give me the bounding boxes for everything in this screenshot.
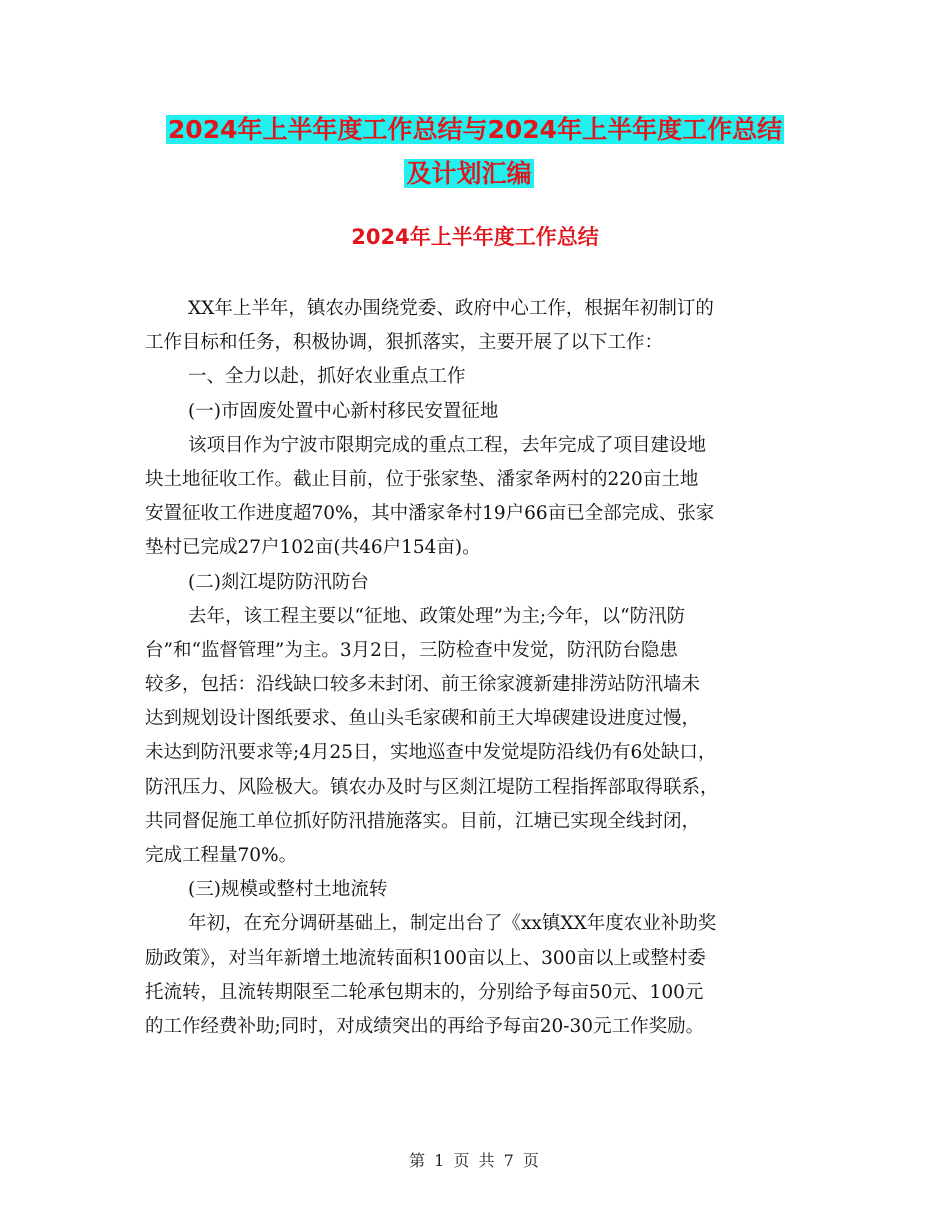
- section-title: 2024年上半年度工作总结: [351, 225, 599, 249]
- paragraph-line: XX年上半年，镇农办围绕党委、政府中心工作，根据年初制订的: [188, 298, 714, 319]
- heading-line: (二)剡江堤防防汛防台: [188, 571, 369, 593]
- paragraph-line: 台”和“监督管理”为主。3月2日，三防检查中发觉，防汛防台隐患: [145, 639, 678, 661]
- heading-line: (一)市固废处置中心新村移民安置征地: [188, 400, 499, 422]
- paragraph-line: 共同督促施工单位抓好防汛措施落实。目前，江塘已实现全线封闭，: [145, 810, 701, 832]
- paragraph-line: 励政策》，对当年新增土地流转面积100亩以上、300亩以上或整村委: [145, 947, 706, 969]
- paragraph-line: 块土地征收工作。截止目前，位于张家垫、潘家夅两村的220亩土地: [145, 468, 699, 490]
- paragraph-line: 去年，该工程主要以“征地、政策处理”为主;今年，以“防汛防: [188, 605, 686, 627]
- paragraph-line: 未达到防汛要求等;4月25日，实地巡查中发觉堤防沿线仍有6处缺口，: [145, 742, 717, 764]
- heading-line: (三)规模或整村土地流转: [188, 879, 388, 901]
- paragraph-line: 达到规划设计图纸要求、鱼山头毛家碶和前王大埠碶建设进度过慢，: [145, 708, 701, 730]
- document-title-line-2: 及计划汇编: [406, 159, 532, 188]
- paragraph-line: 该项目作为宁波市限期完成的重点工程，去年完成了项目建设地: [188, 434, 707, 456]
- paragraph-line: 的工作经费补助;同时，对成绩突出的再给予每亩20-30元工作奖励。: [145, 1015, 705, 1037]
- heading-line: 一、全力以赴，抓好农业重点工作: [188, 366, 466, 388]
- paragraph-line: 工作目标和任务，积极协调，狠抓落实，主要开展了以下工作：: [145, 332, 664, 354]
- paragraph-line: 托流转，且流转期限至二轮承包期末的，分别给予每亩50元、100元: [145, 981, 704, 1003]
- paragraph-line: 较多，包括：沿线缺口较多未封闭、前王徐家渡新建排涝站防汛墙未: [145, 674, 701, 696]
- paragraph-line: 年初，在充分调研基础上，制定出台了《xx镇XX年度农业补助奖: [188, 913, 717, 935]
- paragraph-line: 完成工程量70%。: [145, 845, 298, 866]
- paragraph-line: 垫村已完成27户102亩(共46户154亩)。: [145, 537, 481, 559]
- paragraph-line: 安置征收工作进度超70%，其中潘家夅村19户66亩已全部完成、张家: [145, 503, 715, 525]
- body-text: [145, 292, 815, 1044]
- document-title-line-1: 2024年上半年度工作总结与2024年上半年度工作总结: [167, 115, 783, 144]
- paragraph-line: 防汛压力、风险极大。镇农办及时与区剡江堤防工程指挥部取得联系，: [145, 776, 719, 798]
- page-footer: 第 1 页 共 7 页: [409, 1151, 541, 1170]
